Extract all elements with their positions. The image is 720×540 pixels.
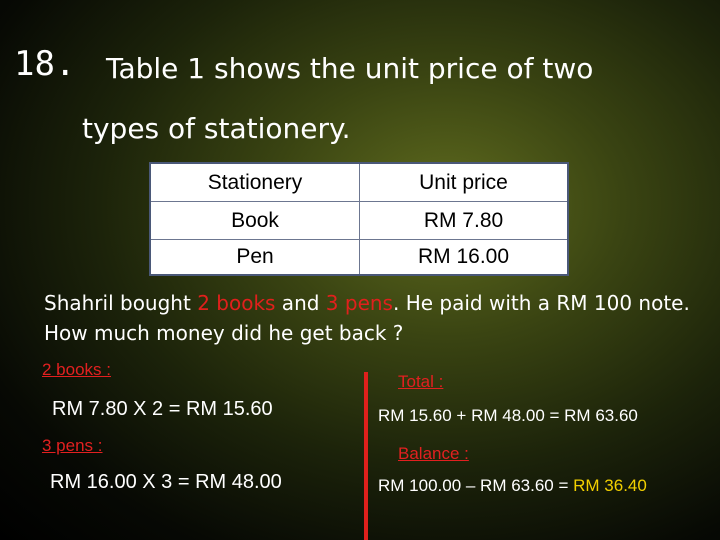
books-calculation: RM 7.80 X 2 = RM 15.60 (52, 398, 273, 420)
balance-calc-text: RM 100.00 – RM 63.60 = (378, 476, 574, 495)
table-cell-book-price: RM 7.80 (360, 202, 567, 240)
problem-text: . He paid with a RM 100 note. How much money did he get back ? (44, 291, 690, 345)
balance-label: Balance : (398, 444, 469, 463)
question-text-line1: Table 1 shows the unit price of two (106, 52, 594, 85)
question-number: 18. (14, 44, 76, 84)
column-divider (364, 372, 368, 540)
table-cell-pen-price: RM 16.00 (417, 245, 510, 268)
balance-result: RM 36.40 (573, 476, 647, 495)
problem-highlight-pens: 3 pens (325, 291, 393, 315)
balance-calculation (378, 476, 647, 496)
pens-calculation: RM 16.00 X 3 = RM 48.00 (50, 471, 282, 493)
table-cell-pen: Pen (151, 240, 360, 274)
question-text-line2: types of stationery. (82, 112, 351, 145)
pens-label: 3 pens : (42, 436, 103, 455)
problem-statement (44, 288, 704, 348)
price-table (149, 162, 569, 276)
books-label: 2 books : (42, 360, 111, 379)
table-header-unit-price: Unit price (360, 164, 567, 202)
table-header-stationery: Stationery (151, 164, 360, 202)
problem-text: Shahril bought (44, 291, 198, 315)
total-label: Total : (398, 372, 444, 391)
problem-highlight-books: 2 books (197, 291, 276, 315)
table-cell-book: Book (151, 202, 360, 240)
problem-text: and (275, 291, 326, 315)
total-calculation: RM 15.60 + RM 48.00 = RM 63.60 (378, 406, 638, 425)
